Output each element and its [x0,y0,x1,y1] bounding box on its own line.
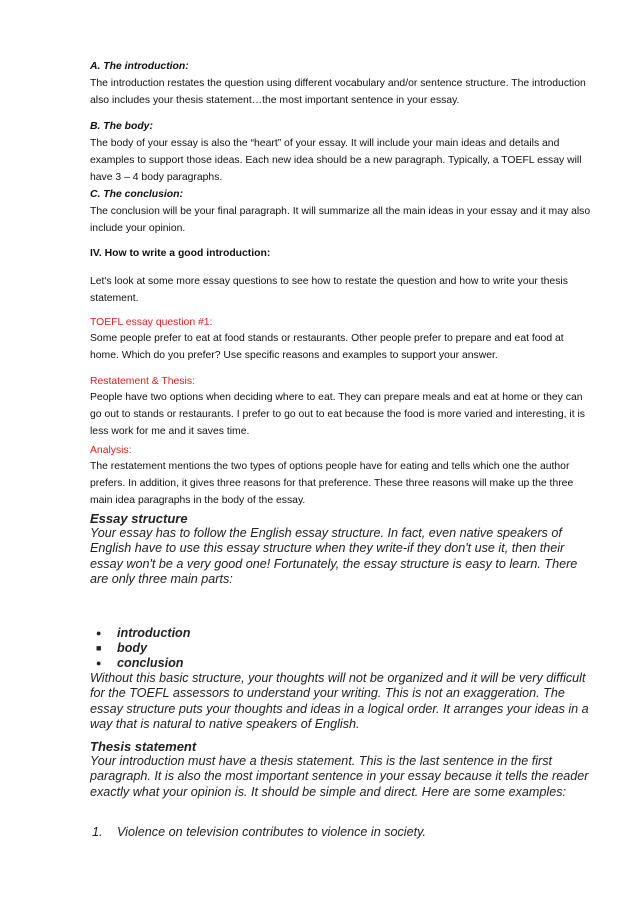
restatement-label: Restatement & Thesis: [90,376,195,387]
thesis-heading: Thesis statement [90,739,197,754]
conclusion-body: The conclusion will be your final paragraph. It will summarize all the main ideas in your essay and it may also include your opinion. [90,206,591,234]
section4-heading: IV. How to write a good introduction: [90,248,271,259]
analysis-label: Analysis: [90,445,132,456]
example-number: 1. [92,825,103,839]
essay-structure-body: Your essay has to follow the English essay structure. In fact, even native speakers of English have to use this essay structure when they write-if they don't use it, then their essay won't be a very good one! Fortunately, the essay structure is easy to learn. There are only three main parts: [90,526,578,587]
bullet-dot-icon: ● [96,628,102,638]
list-item-conclusion: conclusion [117,656,184,670]
list-item-introduction: introduction [117,626,191,640]
essay-structure-heading: Essay structure [90,511,188,526]
thesis-body: Your introduction must have a thesis statement. This is the last sentence in the first paragraph. It is also the most important sentence in your essay because it tells the reader exactly what your opinion is. It should be simple and direct. Here are some examples: [90,754,589,799]
intro-body: The introduction restates the question using different vocabulary and/or sentence structure. The introduction also includes your thesis statement…the most important sentence in your essay. [90,78,586,106]
list-item-body: body [117,641,148,655]
section4-body: Let's look at some more essay questions to see how to restate the question and how to write your thesis statement. [90,276,568,304]
essay-structure-after: Without this basic structure, your thoughts will not be organized and it will be very difficult for the TOEFL assessors to understand your writing. This is not an exaggeration. The essay structure puts your thoughts and ideas in a logical order. It arranges your ideas in a way that is natural to native speakers of English. [90,671,589,732]
question1-body: Some people prefer to eat at food stands or restaurants. Other people prefer to prepare and eat food at home. Which do you prefer? Use specific reasons and examples to support your answer. [90,333,564,361]
question1-label: TOEFL essay question #1: [90,317,213,328]
conclusion-heading: C. The conclusion: [90,189,183,200]
analysis-body: The restatement mentions the two types of options people have for eating and tells which one the author prefers. In addition, it gives three reasons for that preference. These three reasons will make up the three main idea paragraphs in the body of the essay. [90,461,574,506]
body-heading: B. The body: [90,121,153,132]
bullet-dot-icon: ● [96,658,102,668]
restatement-body: People have two options when deciding where to eat. They can prepare meals and eat at home or they can go out to stands or restaurants. I prefer to go out to eat because the food is more varied and interesting, it is less work for me and it saves time. [90,392,585,437]
body-body: The body of your essay is also the “heart” of your essay. It will include your main ideas and details and examples to support those ideas. Each new idea should be a new paragraph. Typically, a TOEFL essay will have 3 – 4 body paragraphs. [90,138,582,183]
example-text: Violence on television contributes to violence in society. [117,825,426,839]
intro-heading: A. The introduction: [90,61,189,72]
bullet-square-icon: ■ [96,643,102,653]
